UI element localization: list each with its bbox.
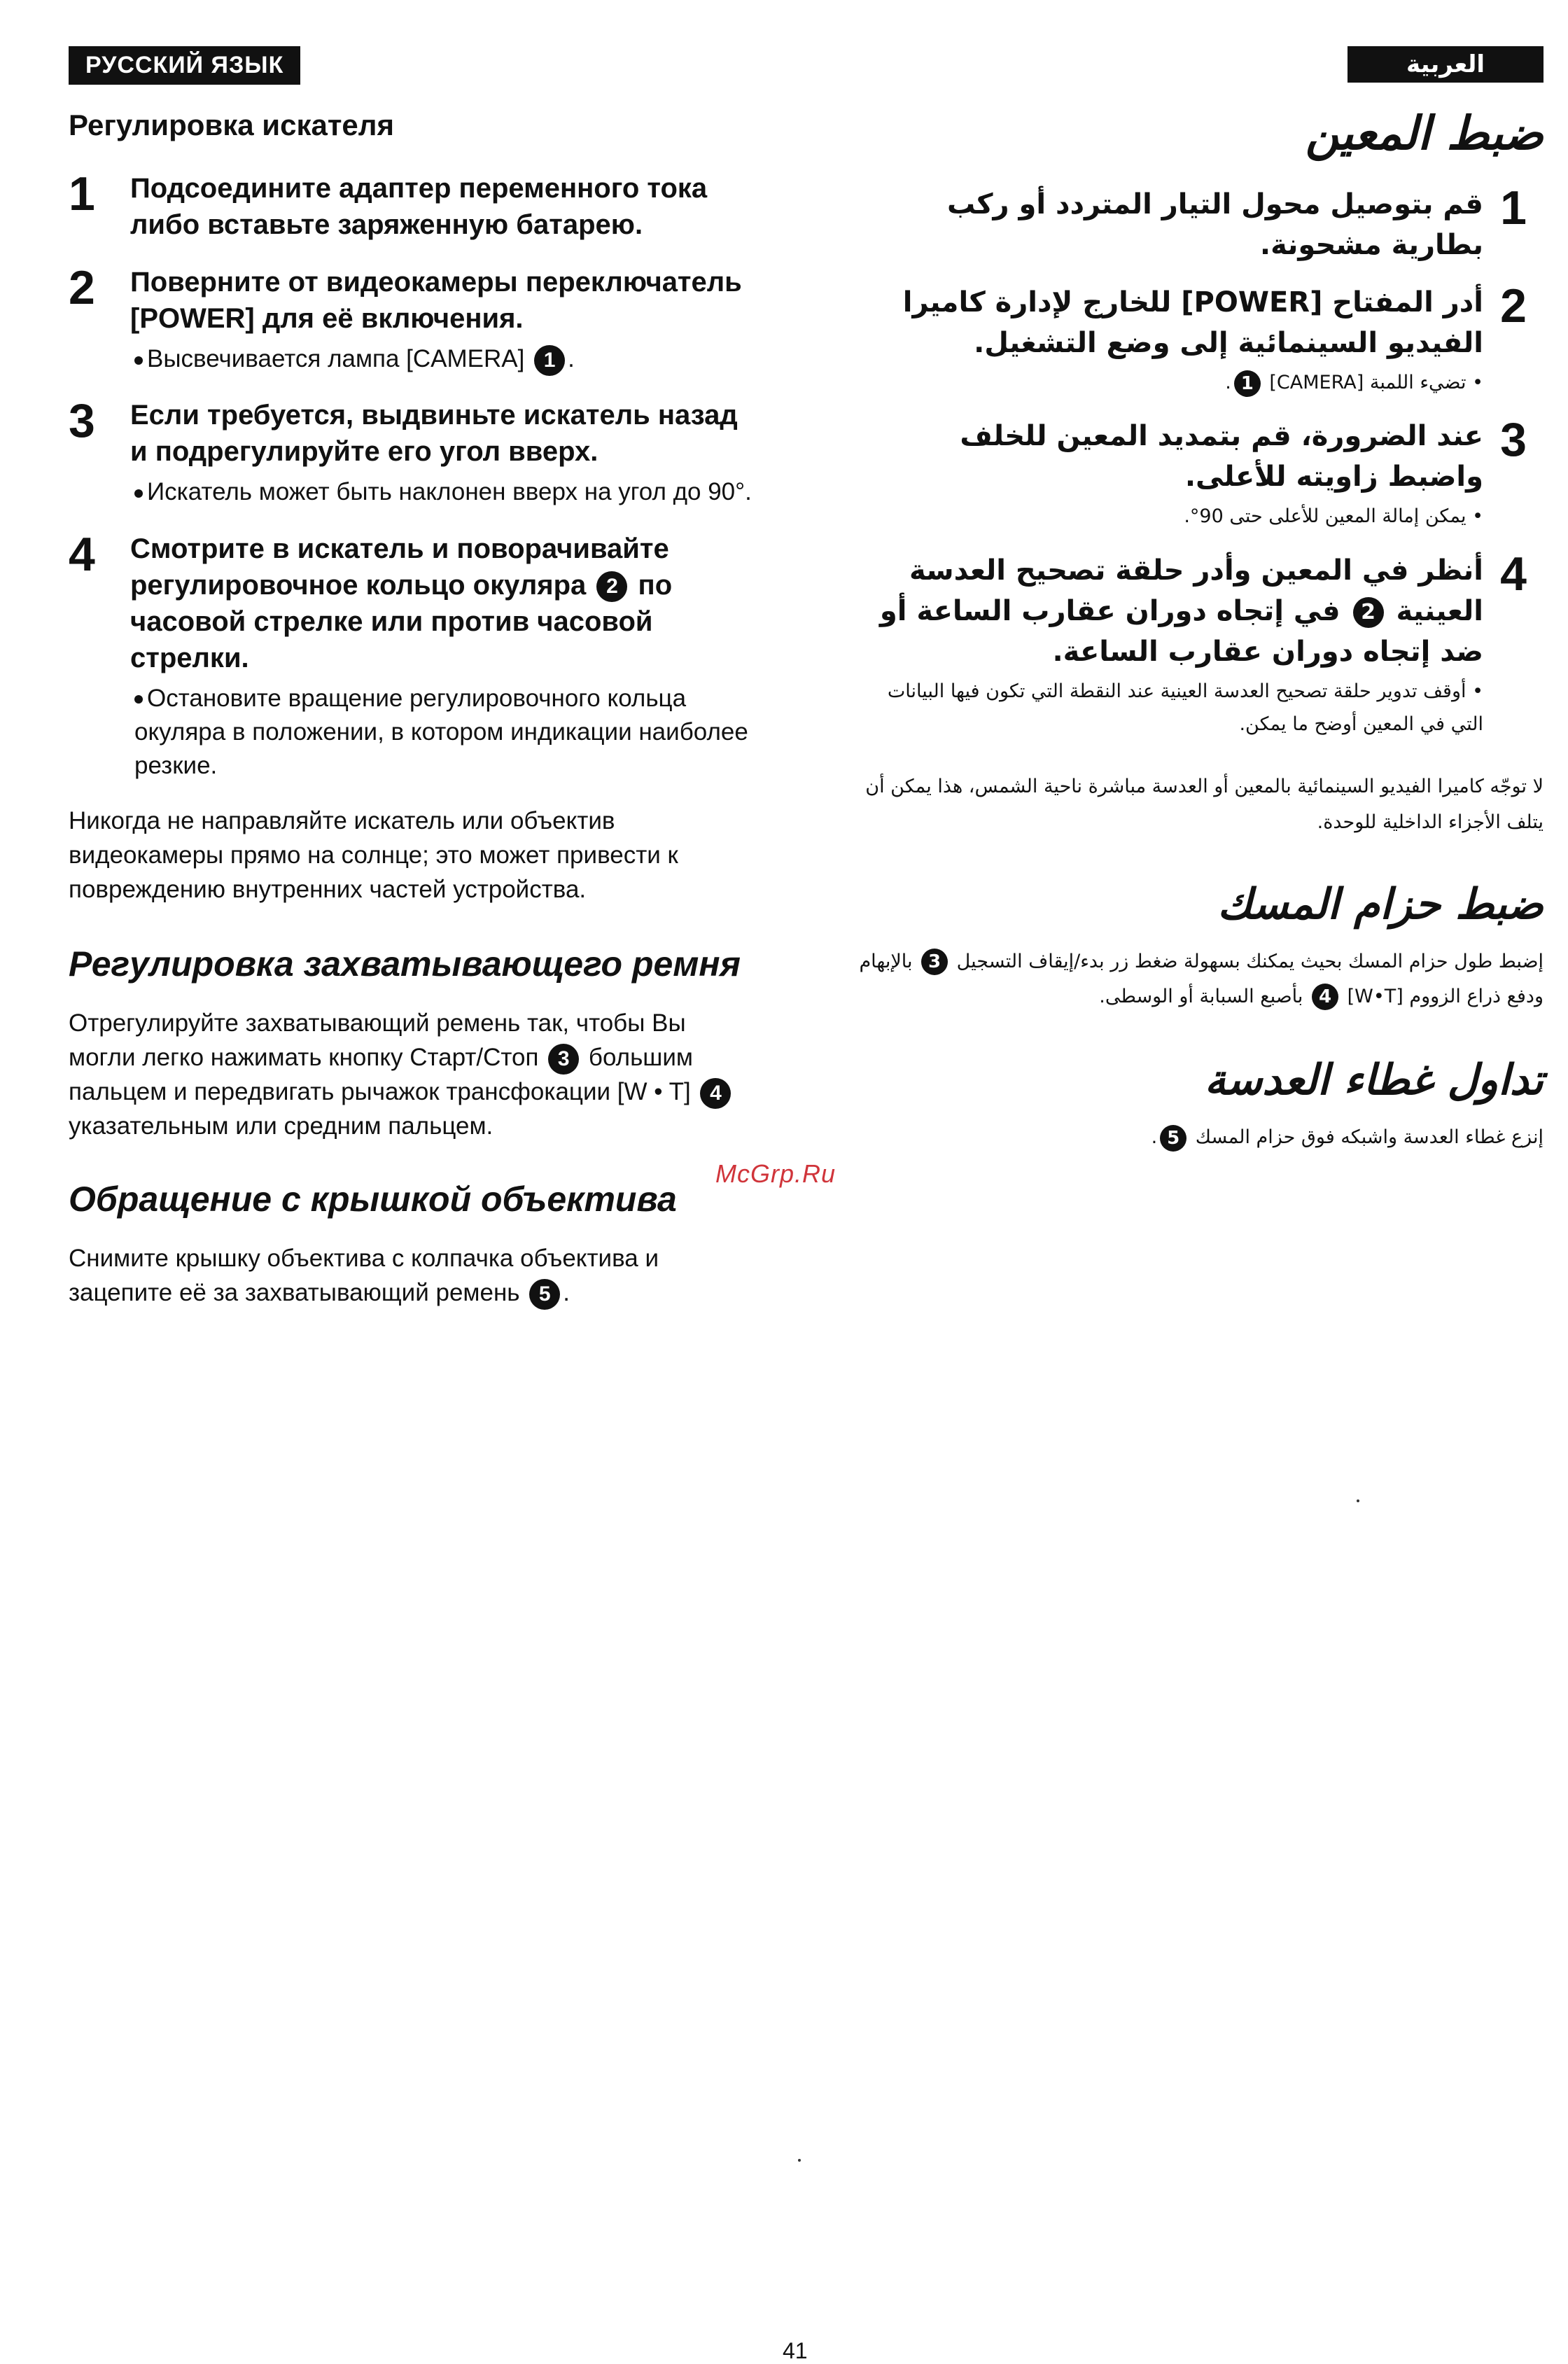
step-4 xyxy=(69,527,755,783)
callout-5-icon: 5 xyxy=(1160,1125,1186,1152)
step-text: Смотрите в искатель и поворачивайте регулировочное кольцо окуляра 2 по часовой стрелке или против часовой стрелки. xyxy=(130,533,673,673)
sun-warning: Никогда не направляйте искатель или объектив видеокамеры прямо на солнце; это может привести к повреждению внутренних частей устройства. xyxy=(69,807,678,904)
step-3-ar xyxy=(858,413,1544,533)
step-text: أدر المفتاح [POWER] للخارج لإدارة كاميرا الفيديو السينمائية إلى وضع التشغيل. xyxy=(902,286,1483,359)
section-title-lens-cap-ar: تداول غطاء العدسة xyxy=(1204,1056,1544,1105)
step-note: • يمكن إمالة المعين للأعلى حتى 90°. xyxy=(1184,505,1483,528)
section-title-lens-cap: Обращение с крышкой объектива xyxy=(69,1180,677,1219)
lens-cap-text-ar: إنزع غطاء العدسة واشبكه فوق حزام المسك 5. xyxy=(858,1120,1544,1155)
callout-3-icon: 3 xyxy=(548,1044,579,1075)
step-note: Остановите вращение регулировочного кольца окуляра в положении, в котором индикации наиболее резкие. xyxy=(134,684,748,780)
section-title-viewfinder: Регулировка искателя xyxy=(69,109,394,141)
step-number: 2 xyxy=(69,261,95,314)
page-number: 41 xyxy=(783,2338,808,2363)
language-tab-arabic: العربية xyxy=(1348,46,1544,83)
callout-1-icon: 1 xyxy=(534,345,565,376)
step-4-ar xyxy=(858,547,1544,741)
grip-belt-text-ar: إضبط طول حزام المسك بحيث يمكنك بسهولة ضغط زر بدء/إيقاف التسجيل 3 بالإبهام ودفع ذراع الزووم [W•T] 4 بأصبع السبابة أو الوسطى. xyxy=(858,944,1544,1014)
callout-2-icon: 2 xyxy=(1353,597,1384,628)
bullet-icon xyxy=(134,489,143,498)
step-text: Подсоедините адаптер переменного тока либо вставьте заряженную батарею. xyxy=(130,173,708,240)
scan-speck xyxy=(1357,1499,1359,1502)
russian-column xyxy=(69,46,755,1343)
step-2 xyxy=(69,261,755,376)
step-text: عند الضرورة، قم بتمديد المعين للخلف واضبط زاويته للأعلى. xyxy=(960,420,1483,494)
arabic-column xyxy=(858,46,1544,1197)
step-number: 3 xyxy=(69,394,95,448)
step-2-ar xyxy=(858,279,1544,399)
step-number: 3 xyxy=(1500,413,1527,467)
step-number: 4 xyxy=(1500,547,1527,601)
step-text: أنظر في المعين وأدر حلقة تصحيح العدسة العينية 2 في إتجاه دوران عقارب الساعة أو ضد إتجاه دوران عقارب الساعة. xyxy=(879,554,1483,668)
watermark: McGrp.Ru xyxy=(715,1159,836,1188)
callout-1-icon: 1 xyxy=(1234,370,1261,397)
sun-warning-ar: لا توجّه كاميرا الفيديو السينمائية بالمعين أو العدسة مباشرة ناحية الشمس، هذا يمكن أن يتلف الأجزاء الداخلية للوحدة. xyxy=(865,776,1544,834)
step-text: قم بتوصيل محول التيار المتردد أو ركب بطارية مشحونة. xyxy=(946,188,1483,261)
step-number: 4 xyxy=(69,527,95,581)
step-1 xyxy=(69,167,755,243)
step-text: Поверните от видеокамеры переключатель [POWER] для её включения. xyxy=(130,267,742,334)
step-1-ar xyxy=(858,181,1544,265)
step-note: Высвечивается лампа [CAMERA] 1 . xyxy=(130,342,755,376)
language-tab-russian: РУССКИЙ ЯЗЫК xyxy=(69,46,300,85)
lens-cap-text: Снимите крышку объектива с колпачка объектива и зацепите её за захватывающий ремень 5 . xyxy=(69,1241,755,1310)
step-number: 1 xyxy=(1500,181,1527,235)
section-title-grip-belt-ar: ضبط حزام المسك xyxy=(1217,879,1544,929)
scan-speck xyxy=(798,2159,801,2162)
callout-4-icon: 4 xyxy=(700,1078,731,1109)
callout-2-icon: 2 xyxy=(596,571,627,602)
step-number: 2 xyxy=(1500,279,1527,333)
callout-3-icon: 3 xyxy=(921,949,948,975)
callout-4-icon: 4 xyxy=(1312,984,1338,1010)
step-note: Искатель может быть наклонен вверх на угол до 90°. xyxy=(130,475,755,509)
step-text: Если требуется, выдвиньте искатель назад и подрегулируйте его угол вверх. xyxy=(130,400,738,468)
step-number: 1 xyxy=(69,167,95,221)
section-title-viewfinder-ar: ضبط المعين xyxy=(1305,106,1544,160)
step-note: • تضيء اللمبة [CAMERA] 1. xyxy=(858,366,1483,399)
step-3 xyxy=(69,394,755,509)
grip-belt-text: Отрегулируйте захватывающий ремень так, чтобы Вы могли легко нажимать кнопку Старт/Стоп 3 большим пальцем и передвигать рычажок трансфокации [W • T] 4 указательным или средним пальцем. xyxy=(69,1006,755,1143)
bullet-icon xyxy=(134,356,143,365)
callout-5-icon: 5 xyxy=(529,1279,560,1310)
section-title-grip-belt: Регулировка захватывающего ремня xyxy=(69,944,741,984)
bullet-icon xyxy=(134,695,143,704)
step-note: • أوقف تدوير حلقة تصحيح العدسة العينية عند النقطة التي تكون فيها البيانات التي في المعين أوضح ما يمكن. xyxy=(887,680,1483,735)
